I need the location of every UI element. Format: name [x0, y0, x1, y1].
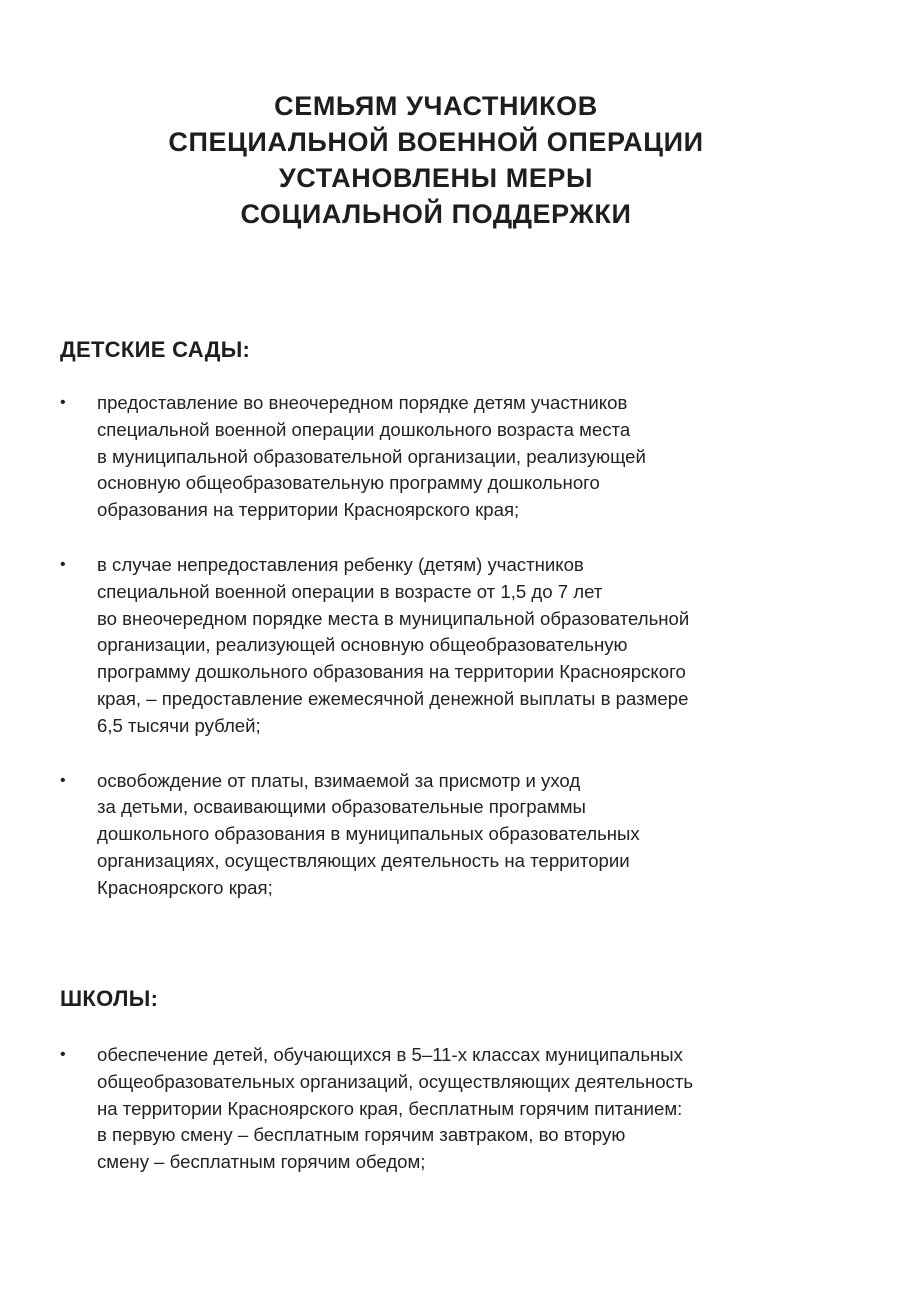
item-line: смену – бесплатным горячим обедом;: [97, 1151, 426, 1173]
item-line: Красноярского края;: [97, 876, 273, 898]
list-item: [60, 1042, 820, 1176]
title-line: СОЦИАЛЬНОЙ ПОДДЕРЖКИ: [240, 199, 632, 229]
item-line: образования на территории Красноярского края;: [97, 499, 520, 521]
section-heading: ДЕТСКИЕ САДЫ:: [60, 337, 251, 362]
item-line: специальной военной операции дошкольного возраста места: [97, 418, 631, 440]
list-item: [60, 768, 820, 902]
item-line: общеобразовательных организаций, осуществляющих деятельность: [97, 1070, 694, 1092]
title-line: СПЕЦИАЛЬНОЙ ВОЕННОЙ ОПЕРАЦИИ: [168, 127, 704, 157]
bullet-icon: •: [60, 394, 66, 411]
item-line: обеспечение детей, обучающихся в 5–11-х классах муниципальных: [97, 1044, 683, 1065]
bullet-list: [60, 1042, 820, 1176]
item-line: в случае непредоставления ребенку (детям) участников: [97, 553, 584, 575]
title-line: СЕМЬЯМ УЧАСТНИКОВ: [274, 91, 598, 121]
item-line: за детьми, осваивающими образовательные программы: [97, 796, 586, 818]
document-title: [0, 88, 872, 232]
list-item: [60, 390, 820, 524]
item-line: программу дошкольного образования на территории Красноярского: [97, 661, 686, 683]
list-item: [60, 552, 820, 740]
item-line: во внеочередном порядке места в муниципальной образовательной: [97, 607, 690, 629]
item-line: освобождение от платы, взимаемой за присмотр и уход: [97, 769, 581, 791]
title-line: УСТАНОВЛЕНЫ МЕРЫ: [278, 163, 594, 193]
bullet-icon: •: [60, 1046, 66, 1063]
section-schools: [60, 984, 820, 1176]
item-line: края, – предоставление ежемесячной денежной выплаты в размере: [97, 687, 689, 709]
item-line: в муниципальной образовательной организации, реализующей: [97, 445, 646, 467]
item-line: организации, реализующей основную общеобразовательную: [97, 634, 628, 656]
bullet-icon: •: [60, 555, 66, 573]
item-line: 6,5 тысячи рублей;: [97, 714, 261, 736]
item-line: в первую смену – бесплатным горячим завтраком, во вторую: [97, 1124, 626, 1146]
item-line: специальной военной операции в возрасте от 1,5 до 7 лет: [97, 580, 603, 602]
section-heading: ШКОЛЫ:: [60, 986, 159, 1011]
item-line: дошкольного образования в муниципальных образовательных: [97, 823, 640, 845]
bullet-icon: •: [60, 771, 66, 789]
item-line: на территории Красноярского края, бесплатным горячим питанием:: [97, 1097, 683, 1119]
item-line: предоставление во внеочередном порядке детям участников: [97, 392, 628, 413]
item-line: основную общеобразовательную программу дошкольного: [97, 472, 600, 494]
section-kindergartens: [60, 335, 820, 902]
item-line: организациях, осуществляющих деятельность на территории: [97, 849, 630, 871]
bullet-list: [60, 390, 820, 902]
